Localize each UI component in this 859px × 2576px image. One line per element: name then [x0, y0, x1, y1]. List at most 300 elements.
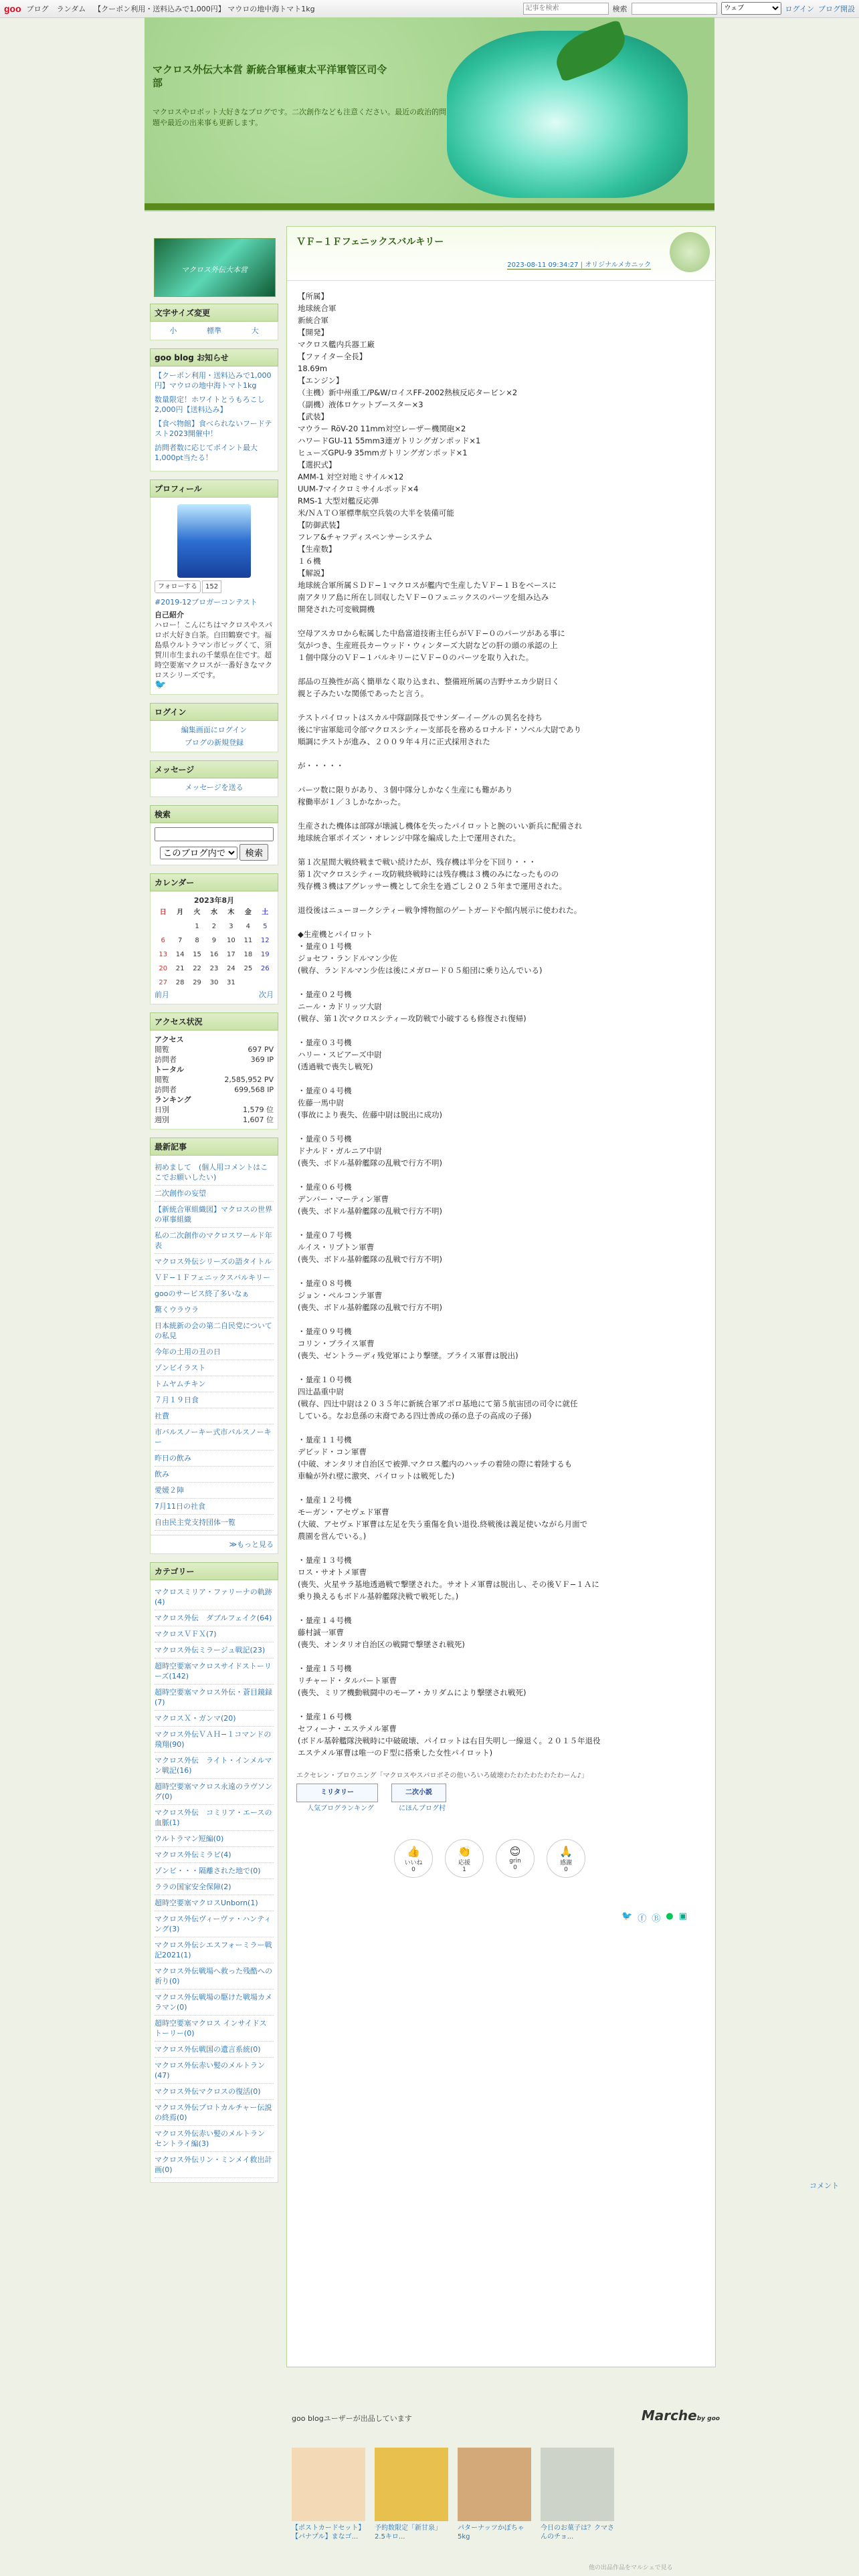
- hatena-icon[interactable]: Ⓑ: [652, 1914, 661, 1924]
- entry-title[interactable]: ＶＦ−１Ｆフェニックスバルキリー: [296, 237, 444, 247]
- entry-line: 稼働率が１／３しかなかった。: [298, 797, 405, 807]
- entry-line: フレア&チャフディスペンサーシステム: [298, 532, 433, 542]
- recent-article-link[interactable]: 昨日の飲み: [155, 1451, 274, 1467]
- calendar-day[interactable]: 30: [209, 979, 219, 986]
- entry-line: 【解説】: [298, 568, 328, 578]
- product-title[interactable]: 今日のお菓子は？クマさんのチョ...: [541, 2525, 614, 2541]
- intro-label: 自己紹介: [155, 611, 184, 619]
- entry-line: ・量産０６号機: [298, 1182, 352, 1192]
- category-list: [150, 1580, 278, 2183]
- reaction-button[interactable]: [547, 1839, 585, 1878]
- entry-line: (戦存、ランドルマン少佐は後にメガロード０５船団に乗り込んでいる): [298, 966, 543, 975]
- category-link[interactable]: マクロス外伝戦場へ救った残酷への祈り(0): [155, 1963, 274, 1990]
- weekly-rank: 1,607 位: [243, 1115, 274, 1124]
- product-image[interactable]: [541, 2448, 614, 2521]
- entry-line: ・量産０４号機: [298, 1086, 352, 1095]
- entry-line: 親と子みたいな関係であったと言う。: [298, 689, 429, 698]
- message-box: [150, 760, 278, 797]
- contest-link[interactable]: #2019-12ブロガーコンテスト: [155, 598, 258, 607]
- recent-article-link[interactable]: 飲み: [155, 1467, 274, 1483]
- feed-icon[interactable]: ▣: [678, 1911, 687, 1921]
- marche-product[interactable]: [458, 2448, 531, 2541]
- category-link[interactable]: マクロス外伝マクロスの復活(0): [155, 2084, 274, 2100]
- entry-line: 【生産数】: [298, 544, 337, 554]
- topbar-right: [523, 2, 855, 15]
- article-search-button[interactable]: 検索: [612, 4, 628, 13]
- calendar-day[interactable]: 22: [193, 965, 201, 972]
- category-link[interactable]: マクロス外伝ミラビ(4): [155, 1847, 274, 1863]
- entry-line: [298, 1025, 708, 1037]
- calendar-day[interactable]: 8: [195, 937, 199, 944]
- banner-caption: エクセレン・ブロウニング「マクロスやスパロボその他いろいろ破壊わたわたわたわたわーん♪」: [296, 1772, 588, 1780]
- calendar-day[interactable]: 7: [177, 937, 183, 944]
- entry-line: デンバー・マーティン軍曹: [298, 1194, 389, 1204]
- entry-line: ・量産１２号機: [298, 1495, 352, 1505]
- entry-line: (喪失、オンタリオ自治区の戦闘で撃墜され戦死): [298, 1640, 465, 1649]
- category-link[interactable]: マクロス外伝 ダブルフェイク(64): [155, 1610, 274, 1626]
- entry-line: 部品の互換性が高く簡単なく取り込まれ、整備班所属の吉野サエカ少尉日く: [298, 677, 560, 686]
- entry-line: (喪失、ミリア機動戦闘中のモーア・カリダムにより撃墜され戦死): [298, 1688, 527, 1697]
- entry-line: 退役後はニューヨークシティー戦争博物館のゲートガードや館内展示に使われた。: [298, 905, 582, 915]
- calendar-day[interactable]: 31: [227, 979, 235, 986]
- blog-description: マクロスやロボット大好きなブログです。二次創作なども注意ください。最近の政治的問題や最近の出来事も更新します。: [153, 108, 447, 127]
- calendar-month: 2023年8月: [193, 896, 235, 905]
- entry-line: ハリー・スピアーズ中尉: [298, 1050, 382, 1059]
- entry-line: ・量産０３号機: [298, 1038, 352, 1047]
- recent-article-link[interactable]: 二次創作の妄望: [155, 1186, 274, 1202]
- marche-product[interactable]: [375, 2448, 448, 2541]
- recent-article-link[interactable]: 今年の土用の丑の日: [155, 1344, 274, 1360]
- recent-title: 最新記事: [150, 1138, 278, 1156]
- cal-prev-link[interactable]: 前月: [155, 990, 169, 999]
- calendar-day[interactable]: 28: [175, 979, 185, 986]
- entry-line: （副機）液体ロケットブースター×3: [298, 400, 423, 409]
- category-link[interactable]: マクロス外伝シエスフォーミラー戦記2021(1): [155, 1937, 274, 1963]
- comment-link[interactable]: コメント: [809, 2181, 839, 2190]
- calendar-box: [150, 873, 278, 1004]
- entry-line: (喪失、火星サラ基地透過戦で撃墜された。サオトメ軍曹は脱出し、その後ＶＦ−１Ａに: [298, 1580, 599, 1589]
- sidebar: [150, 235, 278, 2191]
- calendar-day[interactable]: 3: [229, 923, 233, 930]
- entry-line: マクロス艦内兵器工廠: [298, 340, 375, 349]
- entry-line: 【防御武装】: [298, 520, 344, 530]
- article-search-input[interactable]: [523, 3, 609, 15]
- browse-label: 閲覧: [155, 1075, 169, 1084]
- entry-line: ニール・カドリッツ大尉: [298, 1002, 382, 1011]
- calendar-day[interactable]: 27: [159, 979, 168, 986]
- blog-start-link[interactable]: ブログ開設: [818, 4, 855, 13]
- calendar-day[interactable]: 20: [159, 965, 168, 972]
- entry-line: [298, 615, 708, 627]
- topbar-link-random[interactable]: ランダム: [56, 5, 86, 13]
- entry-line: 【ファイター全長】: [298, 352, 367, 361]
- entry-line: ・量産１０号機: [298, 1375, 352, 1384]
- entry-line: 藤村誠一軍曹: [298, 1628, 344, 1637]
- entry-line: 四辻晶重中尉: [298, 1387, 344, 1396]
- calendar-day: [171, 920, 188, 934]
- category-link[interactable]: マクロス外伝赤い髪のメルトラン(47): [155, 2058, 274, 2084]
- calendar-day[interactable]: 18: [244, 951, 253, 958]
- entry-body: [287, 281, 715, 1759]
- access-title: アクセス状況: [150, 1012, 278, 1031]
- entry-line: (戦存、第１次マクロスシティー攻防戦で小破するも修復され復帰): [298, 1014, 527, 1023]
- recent-article-link[interactable]: ７月１９日食: [155, 1392, 274, 1408]
- category-link[interactable]: 超時空要塞マクロス永遠のラヴソング(0): [155, 1779, 274, 1805]
- entry-line: (喪失、ボドル基幹艦隊の乱戦で行方不明): [298, 1255, 442, 1264]
- entry-line: [298, 1169, 708, 1181]
- news-item[interactable]: 【食べ物館】食べられないフードテスト2023開催中！: [155, 419, 272, 438]
- entry-line: [298, 748, 708, 760]
- reaction-icon: 👏: [458, 1845, 471, 1858]
- entry-line: ・量産０５号機: [298, 1134, 352, 1144]
- cal-next-link[interactable]: 次月: [259, 990, 274, 999]
- facebook-icon[interactable]: ⓕ: [638, 1914, 647, 1924]
- calendar-title: カレンダー: [150, 873, 278, 891]
- entry-line: 第１次マクロスシティー攻防戦終戦時には残存機は３機のみになったものの: [298, 869, 559, 879]
- font-size-box: [150, 304, 278, 340]
- thumbnail-label: マクロス外伝大本営: [181, 265, 248, 274]
- category-link[interactable]: ゾンビ・・・隔離された地で(0): [155, 1863, 274, 1879]
- entry-line: している。なお息孫の末裔である四辻善成の孫の息子の高成の子孫): [298, 1411, 532, 1420]
- search-scope-select[interactable]: [721, 2, 781, 15]
- total-browse-value: 2,585,952 PV: [224, 1075, 274, 1084]
- calendar-day[interactable]: 2: [211, 923, 217, 930]
- sidebar-thumbnail: [154, 238, 276, 297]
- military-ranking-link[interactable]: 人気ブログランキング: [307, 1805, 374, 1812]
- visitor-label: 訪問者: [155, 1085, 177, 1094]
- entry-line: ◆生産機とパイロット: [298, 930, 373, 939]
- reaction-label: 応援: [458, 1860, 470, 1866]
- font-size-small[interactable]: 小: [169, 326, 177, 335]
- entry-line: (中破、オンタリオ自治区で被弾.マクロス艦内のハッチの着陸の際に着陸するも: [298, 1459, 573, 1469]
- flower-decoration: [670, 232, 710, 272]
- entry-line: ・量産１３号機: [298, 1555, 352, 1565]
- font-size-title: 文字サイズ変更: [150, 304, 278, 322]
- profile-title: プロフィール: [150, 479, 278, 498]
- calendar-body: [155, 920, 274, 990]
- news-item[interactable]: 訪問者数に応じてポイント最大1,000pt当たる！: [155, 443, 258, 462]
- entry-line: パーツ数に限りがあり、３個中隊分しかなく生産にも難があり: [298, 785, 513, 794]
- entry-line: 乗り換えるもボドル基幹艦隊決戦で戦死した。): [298, 1592, 459, 1601]
- recent-article-link[interactable]: 驚くウラウラ: [155, 1302, 274, 1318]
- product-title[interactable]: 【ポストカードセット】【パナプル】まなゴ...: [292, 2525, 365, 2541]
- calendar-day[interactable]: 19: [260, 951, 270, 958]
- category-link[interactable]: マクロス外伝戦場の駆けた戦場カメラマン(0): [155, 1990, 274, 2016]
- category-link[interactable]: マクロス外伝 コミリア・エースの血脈(1): [155, 1805, 274, 1831]
- category-link[interactable]: マクロスＶＦＸ(7): [155, 1626, 274, 1642]
- entry-line: (ボドル基幹艦隊決戦時に中破破壊、パイロットは右目失明し一線退く。２０１５年退役: [298, 1736, 601, 1745]
- entry-line: ルイス・リプトン軍曹: [298, 1243, 375, 1252]
- entry-line: （主機）新中州重工/P&W/ロイスFF-2002熱核反応タービン×2: [298, 388, 518, 397]
- entry-line: コリン・ブライス軍曹: [298, 1339, 375, 1348]
- profile-avatar[interactable]: [177, 504, 251, 578]
- blog-search-input[interactable]: [155, 827, 274, 841]
- entry-line: [298, 663, 708, 675]
- category-title: カテゴリー: [150, 1562, 278, 1580]
- news-item[interactable]: 【クーポン利用・送料込みで1,000円】マウロの地中海トマト1kg: [155, 371, 272, 390]
- weekly-label: 週別: [155, 1115, 169, 1124]
- entry-line: ・量産０７号機: [298, 1230, 352, 1240]
- recent-article-link[interactable]: 市バルスノーキー式市パルスノーキー: [155, 1424, 274, 1451]
- font-size-standard[interactable]: 標準: [206, 326, 221, 335]
- recent-article-link[interactable]: 自由民主党支持団体一覧: [155, 1515, 274, 1531]
- entry-line: [298, 1313, 708, 1325]
- access-box: [150, 1012, 278, 1130]
- entry-line: が・・・・・: [298, 761, 344, 770]
- entry-line: ドナルド・ガルニア中尉: [298, 1146, 382, 1156]
- category-link[interactable]: 超時空要塞マクロス外伝・蒼目鏡録(7): [155, 1685, 274, 1711]
- entry-line: AMM-1 対空対地ミサイル×12: [298, 472, 404, 481]
- entry-line: [298, 1121, 708, 1133]
- entry-line: ・量産１６号機: [298, 1712, 352, 1721]
- product-image[interactable]: [292, 2448, 365, 2521]
- reaction-label: grin: [509, 1858, 521, 1864]
- entry-line: 車輪が外れ壁に激突、パイロットは戦死した): [298, 1471, 455, 1481]
- send-message-link[interactable]: メッセージを送る: [185, 783, 244, 792]
- military-ranking-banner[interactable]: ミリタリー: [296, 1784, 378, 1802]
- calendar-table: [155, 905, 274, 990]
- entry-line: [298, 1073, 708, 1085]
- category-link[interactable]: マクロス外伝赤い髪のメルトラン セントライ編(3): [155, 2126, 274, 2152]
- entry-line: [298, 1699, 708, 1711]
- calendar-day[interactable]: 1: [195, 923, 199, 930]
- entry-line: ・量産１４号機: [298, 1616, 352, 1625]
- calendar-day[interactable]: 24: [227, 965, 235, 972]
- novel-ranking-banner[interactable]: 二次小説: [391, 1784, 446, 1802]
- search-title: 検索: [150, 805, 278, 823]
- recent-article-link[interactable]: 初めまして (個人用コメントはここでお願いしたい): [155, 1160, 274, 1186]
- web-search-input[interactable]: [632, 3, 717, 15]
- entry-line: [298, 844, 708, 856]
- marche-products: [292, 2448, 720, 2541]
- total-label: トータル: [155, 1065, 184, 1074]
- category-link[interactable]: ウルトラマン短編(0): [155, 1831, 274, 1847]
- product-title[interactable]: 予約数限定「新甘泉」2.5キロ...: [375, 2525, 442, 2541]
- entry-line: 開発された可変戦闘機: [298, 605, 375, 614]
- reaction-count: 1: [462, 1866, 466, 1873]
- twitter-icon[interactable]: 🐦: [622, 1911, 633, 1921]
- entry-line: (喪失、ボドル基幹艦隊の乱戦で行方不明): [298, 1206, 442, 1216]
- browse-value: 697 PV: [248, 1045, 274, 1054]
- entry-line: (戦存、四辻中尉は２０３５年に新統合軍アポロ基地にて第５航宙団の司令に就任: [298, 1399, 578, 1408]
- calendar-day[interactable]: 12: [260, 937, 270, 944]
- recent-article-link[interactable]: マクロス外伝シリーズの語タイトル: [155, 1254, 274, 1270]
- recent-article-link[interactable]: ゾンビイラスト: [155, 1360, 274, 1376]
- calendar-day[interactable]: 14: [175, 951, 185, 958]
- entry-line: 農園を営んでいる。): [298, 1531, 367, 1541]
- marche-product[interactable]: [292, 2448, 365, 2541]
- entry-header: [287, 227, 715, 281]
- entry-line: (喪失、ゼントラーディ残党軍により撃墜。ブライス軍曹は脱出): [298, 1351, 518, 1360]
- recent-article-link[interactable]: ＶＦ−１Ｆフェニックスバルキリー: [155, 1270, 274, 1286]
- category-link[interactable]: マクロス外伝プロトカルチャー伝説の終焉(0): [155, 2100, 274, 2126]
- calendar-day[interactable]: 16: [209, 951, 219, 958]
- entry-line: エステメル軍曹は唯一のＦ型に搭乗した女性パイロット): [298, 1748, 493, 1757]
- daily-label: 日別: [155, 1105, 169, 1114]
- category-link[interactable]: マクロス外伝 ライト・インメルマン戦記(16): [155, 1753, 274, 1779]
- topbar-link-blog[interactable]: ブログ: [26, 5, 49, 13]
- entry-line: 順調にテストが進み、２００９年４月に正式採用された: [298, 737, 490, 746]
- calendar-day[interactable]: 6: [161, 937, 165, 944]
- calendar-day[interactable]: 4: [246, 923, 250, 930]
- calendar-day[interactable]: 9: [211, 937, 217, 944]
- calendar-day[interactable]: 13: [159, 951, 168, 958]
- reaction-count: 0: [513, 1864, 517, 1871]
- product-image[interactable]: [458, 2448, 531, 2521]
- calendar-day[interactable]: 25: [244, 965, 253, 972]
- entry-line: 【エンジン】: [298, 376, 344, 385]
- entry-line: 【所属】: [298, 292, 328, 301]
- recent-article-link[interactable]: 社費: [155, 1408, 274, 1424]
- category-link[interactable]: マクロスＸ・ガンマ(20): [155, 1711, 274, 1727]
- calendar-day[interactable]: 26: [260, 965, 270, 972]
- font-size-large[interactable]: 大: [251, 326, 259, 335]
- topbar-promo-link[interactable]: 【クーポン利用・送料込みで1,000円】 マウロの地中海トマト1kg: [94, 5, 315, 13]
- more-link[interactable]: ≫もっと見る: [229, 1540, 274, 1549]
- entry-line: ロス・サオトメ軍曹: [298, 1568, 367, 1577]
- follow-button[interactable]: フォローする: [155, 580, 201, 593]
- entry-line: ジョン・ペルコンテ軍曹: [298, 1291, 383, 1300]
- category-link[interactable]: マクロス外伝リン・ミンメイ救出計画(0): [155, 2152, 274, 2178]
- search-box: [150, 805, 278, 865]
- follow-count: 152: [202, 580, 221, 593]
- reaction-icon: 😊: [509, 1845, 521, 1858]
- entry-line: [298, 1650, 708, 1662]
- news-item[interactable]: 数量限定！ホワイトとうもろこし2,000円【送料込み】: [155, 395, 265, 414]
- category-link[interactable]: マクロス外伝ＶＡＨ−１コマンドの飛翔(90): [155, 1727, 274, 1753]
- entry-line: 残存機３機はアグレッサー機として余生を過ごし２０２５年まで運用された。: [298, 881, 567, 891]
- login-box: [150, 703, 278, 752]
- entry-line: 【開発】: [298, 328, 328, 337]
- daily-rank: 1,579 位: [243, 1105, 274, 1114]
- edit-login-link[interactable]: 編集画面にログイン: [181, 726, 248, 734]
- calendar-day[interactable]: 15: [193, 951, 201, 958]
- product-image[interactable]: [375, 2448, 448, 2521]
- login-title: ログイン: [150, 703, 278, 721]
- entry-line: デビッド・コン軍曹: [298, 1447, 367, 1457]
- entry-line: [298, 1265, 708, 1277]
- reaction-button[interactable]: [496, 1839, 535, 1878]
- entry-line: ・量産０１号機: [298, 942, 352, 951]
- recent-article-link[interactable]: 【新統合軍組織図】マクロスの世界の軍事組織: [155, 1202, 274, 1228]
- blog-search-scope[interactable]: [160, 847, 237, 859]
- line-icon[interactable]: ●: [666, 1911, 674, 1921]
- entry-line: 南アタリア島に所在し回収したＶＦ−０フェニックスのパーツを組み込み: [298, 593, 549, 602]
- twitter-icon[interactable]: 🐦: [155, 679, 167, 690]
- recent-article-link[interactable]: 7月11日の社食: [155, 1499, 274, 1515]
- goo-logo[interactable]: goo: [4, 3, 21, 14]
- entry-line: テストパイロットはスカル中隊副隊長でサンダーイーグルの異名を持ち: [298, 713, 543, 722]
- entry-meta: 2023-08-11 09:34:27 | オリジナルメカニック: [507, 259, 651, 270]
- calendar-day[interactable]: 11: [244, 937, 253, 944]
- calendar-day[interactable]: 21: [175, 965, 185, 972]
- entry-line: [298, 1217, 708, 1229]
- entry-line: マウラー RöV-20 11mm対空レーザー機関砲×2: [298, 424, 466, 433]
- category-link[interactable]: 超時空要塞マクロス インサイドストーリー(0): [155, 2016, 274, 2042]
- entry-line: (喪失、ボドル基幹艦隊の乱戦で行方不明): [298, 1158, 442, 1168]
- entry-category[interactable]: オリジナルメカニック: [585, 261, 651, 269]
- cal-day-header: 金: [244, 909, 252, 916]
- entry-line: 【選択式】: [298, 460, 337, 469]
- blog-search-button[interactable]: 検索: [240, 844, 268, 861]
- entry-line: 後に宇宙軍総司令部マクロスシティー支部長を務めるロナルド・ソベル大尉であり: [298, 725, 582, 734]
- category-link[interactable]: マクロス外伝ヴィーヴァ・ハンティング(3): [155, 1911, 274, 1937]
- entry-line: ・量産０８号機: [298, 1279, 352, 1288]
- share-icons: [622, 1911, 715, 1924]
- recent-article-link[interactable]: 私の二次創作のマクロスワールド年表: [155, 1228, 274, 1254]
- calendar-day[interactable]: 29: [193, 979, 201, 986]
- marche-product[interactable]: [541, 2448, 614, 2541]
- category-box: [150, 1562, 278, 2183]
- calendar-day: [240, 976, 256, 990]
- entry-line: セフィーナ・エステメル軍曹: [298, 1724, 397, 1733]
- entry-line: UUM-7マイクロミサイルポッド×4: [298, 484, 419, 494]
- entry-line: 新統合軍: [298, 316, 328, 325]
- reaction-button[interactable]: [394, 1839, 433, 1878]
- category-link[interactable]: 超時空要塞マクロスサイドストーリーズ(142): [155, 1658, 274, 1685]
- new-blog-link[interactable]: ブログの新規登録: [185, 738, 244, 747]
- entry-line: ジョセフ・ランドルマン少佐: [298, 954, 398, 963]
- category-link[interactable]: マクロス外伝ミラージュ戦記(23): [155, 1642, 274, 1658]
- recent-list: [150, 1156, 278, 1535]
- entry-line: 地球統合軍ポイズン・オレンジ中隊を編成した上で運用された。: [298, 833, 520, 843]
- reaction-label: いいね: [404, 1860, 423, 1866]
- entry-line: ・量産０２号機: [298, 990, 352, 999]
- entry-line: (大破、アセヴェド軍曹は左足を失う重傷を負い退役.終戦後は義足使いながら月面で: [298, 1519, 588, 1529]
- recent-article-link[interactable]: 日本統新の会の第二自民党についての私見: [155, 1318, 274, 1344]
- recent-article-link[interactable]: 愛媛２陣: [155, 1483, 274, 1499]
- entry-line: (喪失、ボドル基幹艦隊の乱戦で行方不明): [298, 1303, 442, 1312]
- cal-day-header: 土: [262, 909, 269, 916]
- entry-line: 気がつき、生産班長カーウッド・ウィンターズ大尉などの肝の頭の承認の上: [298, 641, 558, 650]
- entry-line: 佐藤一馬中尉: [298, 1098, 344, 1107]
- blog-title[interactable]: マクロス外伝大本営 新統合軍極東太平洋軍管区司令部: [153, 64, 387, 89]
- calendar-day[interactable]: 10: [227, 937, 235, 944]
- entry-line: 18.69m: [298, 364, 328, 373]
- cal-day-header: 火: [193, 909, 201, 916]
- entry-line: ハワードGU-11 55mm3連ガトリングガンポッド×1: [298, 436, 481, 445]
- recent-article-link[interactable]: トムヤムチキン: [155, 1376, 274, 1392]
- marche-logo-text: Marche: [641, 2407, 697, 2424]
- entry-line: [298, 700, 708, 712]
- blogmura-link[interactable]: にほんブログ村: [399, 1805, 446, 1812]
- entry-line: １６機: [298, 556, 321, 566]
- entry-line: [298, 1542, 708, 1554]
- cal-day-header: 水: [210, 909, 217, 916]
- reaction-count: 0: [564, 1866, 568, 1873]
- recent-article-link[interactable]: gooのサービス終了多いなぁ: [155, 1286, 274, 1302]
- marche-logo[interactable]: [642, 2407, 720, 2424]
- category-link[interactable]: マクロス外伝戦国の遺言系統(0): [155, 2042, 274, 2058]
- category-link[interactable]: マクロスミリア・ファリーナの軌跡(4): [155, 1584, 274, 1610]
- category-link[interactable]: 超時空要塞マクロスUnborn(1): [155, 1895, 274, 1911]
- product-title[interactable]: パターナッツかぼちゃ5kg: [458, 2525, 524, 2541]
- entry-line: 空母アスカロから転属した中島富道技術主任らがＶＦ−０のパーツがある事に: [298, 629, 565, 638]
- entry-date[interactable]: 2023-08-11 09:34:27: [507, 261, 579, 269]
- entry-line: [298, 1602, 708, 1614]
- calendar-day[interactable]: 23: [209, 965, 219, 972]
- marche-footer-link[interactable]: 他の出品作品をマルシェで見る: [589, 2565, 673, 2571]
- category-link[interactable]: ララの国家安全保障(2): [155, 1879, 274, 1895]
- calendar-day[interactable]: 17: [227, 951, 235, 958]
- reaction-button[interactable]: [445, 1839, 484, 1878]
- entry-line: [298, 1422, 708, 1434]
- login-link[interactable]: ログイン: [785, 4, 814, 13]
- marche-logo-sub: by goo: [696, 2416, 720, 2422]
- reaction-buttons: [394, 1839, 715, 1878]
- calendar-day[interactable]: 5: [263, 923, 268, 930]
- entry-line: RMS-1 大型対艦反応弾: [298, 496, 379, 506]
